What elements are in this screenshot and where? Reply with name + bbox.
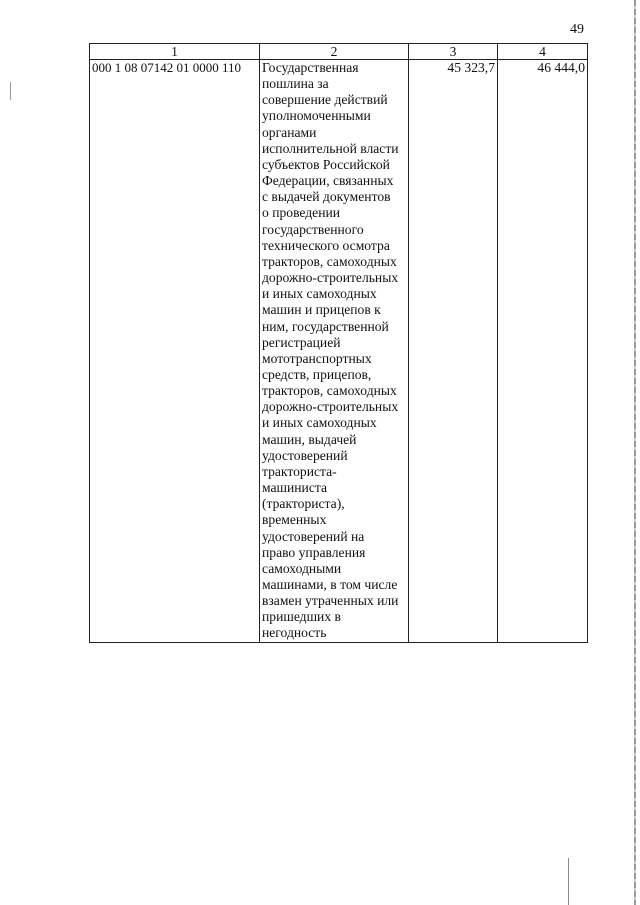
page-number: 49 [570,22,584,37]
scan-mark-right [568,858,569,905]
column-header-3: 3 [409,44,498,60]
revenue-name-line: исполнительной власти [262,140,399,156]
revenue-name-line: тракториста- [262,463,337,479]
budget-table [89,43,588,643]
column-header-2: 2 [260,44,409,60]
revenue-name-line: самоходными [262,560,342,576]
value-col4-cell: 46 444,0 [498,60,588,643]
revenue-name-line: ним, государственной [262,318,389,334]
revenue-name-line: право управления [262,544,366,560]
revenue-name-line: о проведении [262,205,341,221]
revenue-name-line: тракторов, самоходных [262,383,397,399]
revenue-name-line: машин и прицепов к [262,302,381,318]
revenue-name-line: государственного [262,221,364,237]
revenue-name-line: машинами, в том числе [262,577,398,592]
column-header-4: 4 [498,44,588,60]
scan-edge-artifact [634,0,636,905]
revenue-name-line: и иных самоходных [262,286,377,302]
revenue-name-line: дорожно-строительных [262,270,399,286]
revenue-name-line: Государственная [262,60,359,75]
revenue-name-line: дорожно-строительных [262,399,399,415]
revenue-name-line: субъектов Российской [262,156,390,172]
revenue-name-line: средств, прицепов, [262,366,372,382]
revenue-name-line: (тракториста), [262,496,345,512]
revenue-code-cell: 000 1 08 07142 01 0000 110 [90,60,260,643]
revenue-name-line: тракторов, самоходных [262,253,397,269]
revenue-name-line: негодность [262,625,327,641]
revenue-name-line: органами [262,124,317,140]
table-header-row [90,44,588,60]
revenue-name-line: машин, выдачей [262,431,357,447]
revenue-name-line: совершение действий [262,92,388,108]
revenue-name-line: удостоверений [262,447,348,463]
revenue-name-line: взамен утраченных или [262,593,399,609]
column-header-1: 1 [90,44,260,60]
revenue-name-line: временных [262,512,327,528]
value-col3-cell: 45 323,7 [409,60,498,643]
revenue-name-line: и иных самоходных [262,415,377,431]
revenue-name-line: машиниста [262,480,328,496]
revenue-name-line: мототранспортных [262,350,372,366]
revenue-name-line: с выдачей документов [262,189,391,205]
revenue-name-cell [260,60,409,643]
revenue-name-line: удостоверений на [262,528,365,544]
revenue-name-line: пришедших в [262,609,341,625]
revenue-name-line: пошлина за [262,76,329,92]
revenue-name-line: регистрацией [262,334,341,350]
revenue-name-line: технического осмотра [262,237,390,253]
table-row [90,60,588,643]
revenue-name-line: уполномоченными [262,108,371,124]
scan-mark-left [10,82,11,100]
revenue-name-line: Федерации, связанных [262,173,394,189]
